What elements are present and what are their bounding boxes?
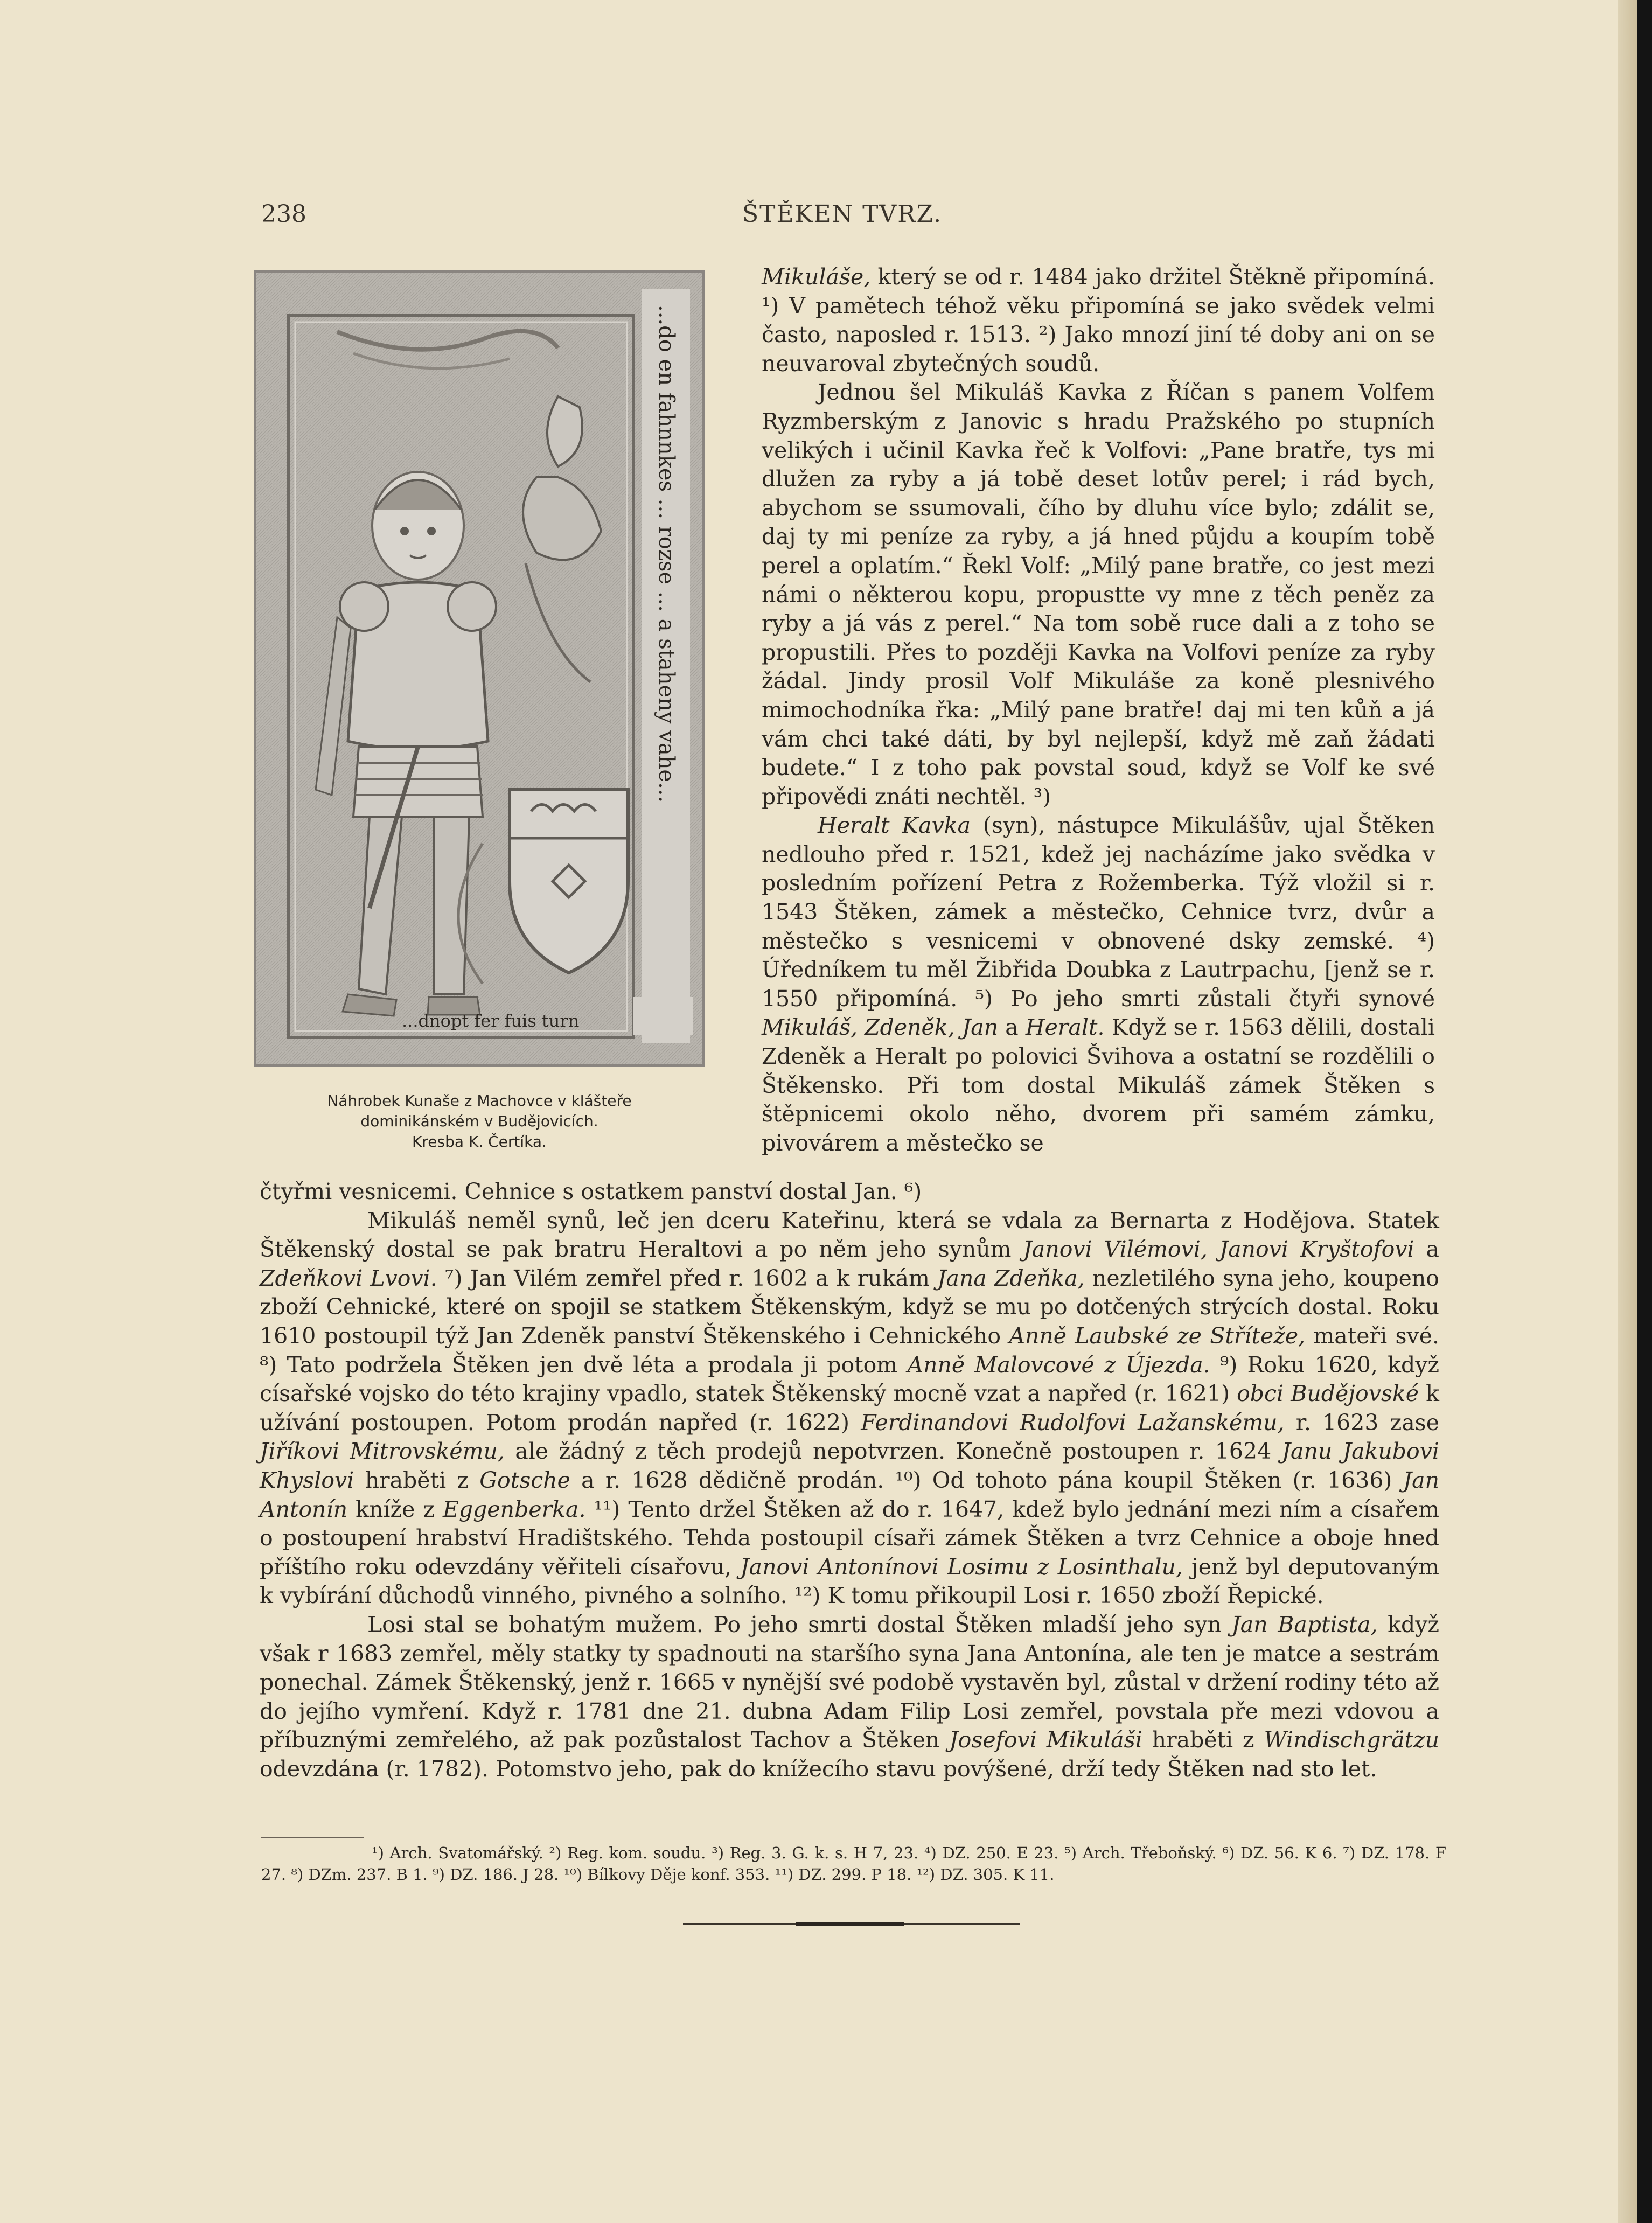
italic-name: Mikuláše, [762, 264, 871, 290]
text-run: nezletilého syna jeho, koupeno zboží Cehnické, které on spojil se statkem Štěkenským, když se mu po dotčených strýcích dostal. Roku 1610 postoupil týž Jan Zdeněk panství Štěkenského i Cehnického [260, 1265, 1439, 1349]
right-column-text [762, 263, 1435, 1158]
italic-name: Windischgrätzu [1264, 1727, 1439, 1753]
paragraph [260, 1611, 1439, 1784]
text-run: kníže z [347, 1496, 443, 1522]
paragraph [260, 1207, 1439, 1611]
paragraph [762, 378, 1435, 811]
footnote-text: ¹) Arch. Svatomářský. ²) Reg. kom. soudu. ³) Reg. 3. G. k. s. H 7, 23. ⁴) DZ. 250. E 23. ⁵) Arch. Třeboňský. ⁶) DZ. 56. K 6. ⁷) DZ. 178. F 27. ⁸) DZm. 237. B 1. ⁹) DZ. 186. J 28. ¹⁰) Bílkovy Děje konf. 353. ¹¹) DZ. 299. P 18. ¹²) DZ. 305. K 11. [261, 1844, 1446, 1884]
text-run: r. 1623 zase [1284, 1409, 1439, 1435]
tombstone-inscription: ...do en fahnnkes ... rozse ... a staheny vahe... [654, 305, 679, 803]
italic-name: Janovi Vilémovi, Janovi Kryštofovi [1023, 1236, 1414, 1263]
running-title: ŠTĚKEN TVRZ. [742, 200, 943, 228]
italic-name: Heralt. [1025, 1014, 1105, 1041]
italic-name: Eggenberka. [442, 1496, 586, 1522]
italic-name: Anně Laubské ze Stříteže, [1009, 1322, 1306, 1349]
text-run: a [1414, 1236, 1439, 1263]
italic-name: Jana Zdeňka, [937, 1265, 1085, 1291]
text-run: ¹¹) Tento držel Štěken až do r. 1647, kdež bylo jednání mezi ním a císařem o postoupení hrabství Hradištského. Tehda postoupil císaři zámek Štěken a tvrz Cehnice a oboje hned příštího roku odevzdány věřiteli císařovu, [260, 1496, 1439, 1580]
footnote-separator [261, 1837, 364, 1838]
end-ornament-center [796, 1922, 904, 1926]
italic-name: Ferdinandovi Rudolfovi Lažanskému, [861, 1409, 1285, 1435]
text-run: mateři své. ⁸) Tato podržela Štěken jen dvě léta a prodala ji potom [260, 1322, 1439, 1378]
tombstone-drawing [256, 273, 702, 1064]
italic-name: Heralt Kavka [818, 812, 971, 839]
text-run: a r. 1628 dědičně prodán. ¹⁰) Od tohoto pána koupil Štěken (r. 1636) [570, 1467, 1403, 1493]
text-run: který se od r. 1484 jako držitel Štěkně připomíná. ¹) V pamětech téhož věku připomíná se jako svědek velmi často, naposled r. 1513. ²) Jako mnozí jiní té doby ani on se neuvaroval zbytečných soudů. [762, 264, 1435, 377]
footnotes [261, 1842, 1446, 1885]
text-run: Losi stal se bohatým mužem. Po jeho smrti dostal Štěken mladší jeho syn [367, 1611, 1232, 1637]
italic-name: Jan Baptista, [1231, 1611, 1378, 1637]
full-width-text [260, 1177, 1439, 1783]
italic-name: Anně Malovcové z Újezda. [907, 1351, 1210, 1378]
text-run: Když se r. 1563 dělili, dostali Zdeněk a Heralt po polovici Švihova a ostatní se rozdělili o Štěkensko. Při tom dostal Mikuláš zámek Štěken s štěpnicemi okolo něho, dvorem při samém zámku, pivovárem a městečko se [762, 1014, 1435, 1156]
italic-name: Janovi Antonínovi Losimu z Losinthalu, [740, 1553, 1183, 1580]
text-run: hraběti z [354, 1467, 480, 1493]
text-run: k užívání postoupen. Potom prodán napřed (r. 1622) [260, 1381, 1439, 1435]
text-run: čtyřmi vesnicemi. Cehnice s ostatkem panství dostal Jan. ⁶) [260, 1179, 922, 1204]
italic-name: Mikuláš, Zdeněk, Jan [762, 1014, 999, 1041]
italic-name: Gotsche [479, 1467, 570, 1493]
italic-name: Janu Jakubovi Khyslovi [260, 1438, 1439, 1493]
italic-name: Jiříkovi Mitrovskému, [260, 1438, 505, 1465]
italic-name: Josefovi Mikuláši [949, 1727, 1142, 1753]
text-run: ⁹) Roku 1620, když císařské vojsko do této krajiny vpadlo, statek Štěkenský mocně vzat a napřed (r. 1621) [260, 1351, 1439, 1407]
text-run: Jednou šel Mikuláš Kavka z Říčan s panem Volfem Ryzmberským z Janovic s hradu Pražského po stupních velikých i učinil Kavka řeč k Volfovi: „Pane bratře, tys mi dlužen za ryby a já tobě deset lotův perel; i rád bych, abychom se ssumovali, čího by dluhu více bylo; zdálit se, daj ty mi peníze za ryby, a já hned půjdu a koupím tobě perel a oplatím.“ Řekl Volf: „Milý pane bratře, co jest mezi námi o některou kopu, propustte vy mne z těch peněz za ryby a já vás z perel.“ Na tom sobě ruce dali a z toho se propustili. Přes to později Kavka na Volfovi peníze za ryby žádal. Jindy prosil Volf Mikuláše za koně plesnivého mimochodníka řka: „Milý pane bratře! daj mi ten kůň a já vám chci také dáti, by byl nejlepší, když mě zaň žádati budete.“ I z toho pak povstal soud, když se Volf ke své připovědi znáti nechtěl. ³) [762, 379, 1435, 810]
figure-caption [253, 1091, 706, 1152]
text-run: a [998, 1014, 1026, 1041]
paragraph [762, 263, 1435, 378]
tombstone-illustration [254, 270, 705, 1067]
text-run: (syn), nástupce Mikulášův, ujal Štěken nedlouho před r. 1521, kdež jej nacházíme jako svědka v posledním pořízení Petra z Rožemberka. Týž vložil si r. 1543 Štěken, zámek a městečko, Cehnice tvrz, dvůr a městečko s vesnicemi v obnovené dsky zemské. ⁴) Úředníkem tu měl Žibřida Doubka z Lautrpachu, [jenž se r. 1550 připomíná. ⁵) Po jeho smrti zůstali čtyři synové [762, 812, 1435, 1012]
italic-name: obci Budějovské [1237, 1381, 1419, 1407]
text-run: hraběti z [1142, 1727, 1264, 1753]
page-edge [1618, 0, 1637, 2223]
italic-name: Zdeňkovi Lvovi. [260, 1265, 437, 1291]
text-run: ale žádný z těch prodejů nepotvrzen. Konečně postoupen r. 1624 [504, 1438, 1282, 1465]
caption-line: Náhrobek Kunaše z Machovce v klášteře [327, 1092, 632, 1110]
italic-name: Jan Antonín [260, 1467, 1439, 1522]
text-run: Mikuláš neměl synů, leč jen dceru Kateřinu, která se vdala za Bernarta z Hodějova. Statek Štěkenský dostal se pak bratru Heraltovi a po něm jeho synům [260, 1207, 1439, 1263]
text-run: jenž byl deputovaným k vybírání důchodů vinného, pivného a solního. ¹²) K tomu přikoupil Losi r. 1650 zboží Řepické. [260, 1553, 1439, 1609]
page-number: 238 [261, 200, 306, 228]
text-run: odevzdána (r. 1782). Potomstvo jeho, pak do knížecího stavu povýšené, drží tedy Štěken nad sto let. [260, 1755, 1377, 1782]
caption-credit: Kresba K. Čertíka. [412, 1133, 547, 1151]
text-run: když však r 1683 zemřel, měly statky ty spadnouti na staršího syna Jana Antonína, ale ten je matce a sestrám ponechal. Zámek Štěkenský, jenž r. 1665 v nynější své podobě vystavěn byl, zůstal v držení rodiny této až do jejího vymření. Když r. 1781 dne 21. dubna Adam Filip Losi zemřel, povstala pře mezi vdovou a příbuznými zemřelého, až pak pozůstalost Tachov a Štěken [260, 1611, 1439, 1753]
text-run: ⁷) Jan Vilém zemřel před r. 1602 a k rukám [437, 1265, 938, 1291]
tombstone-inscription-bottom: ...dnopt fer fuis turn [402, 1011, 580, 1031]
end-ornament-rule [683, 1923, 1020, 1925]
caption-line: dominikánském v Budějovicích. [360, 1112, 598, 1130]
paragraph [260, 1177, 1439, 1207]
paragraph [762, 811, 1435, 1158]
